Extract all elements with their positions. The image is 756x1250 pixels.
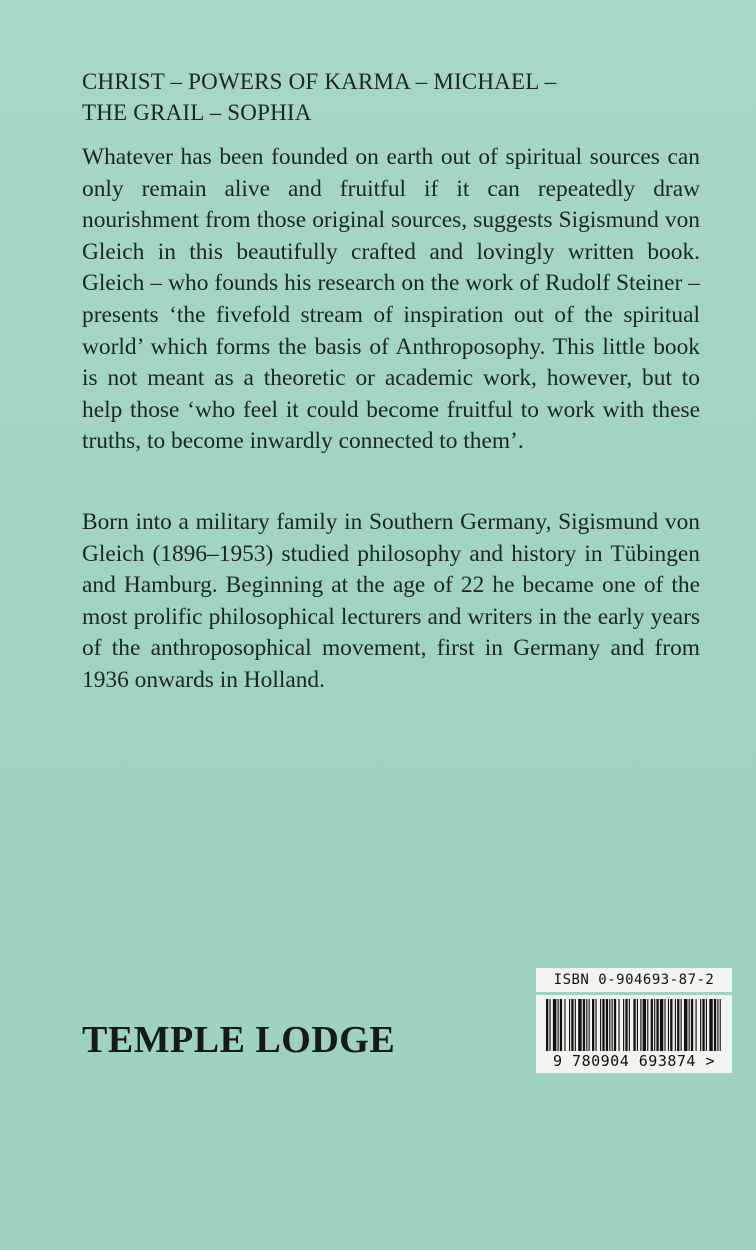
barcode-stripe bbox=[618, 999, 619, 1051]
barcode-stripe bbox=[647, 999, 648, 1051]
barcode-stripe bbox=[623, 999, 624, 1051]
barcode-stripe bbox=[696, 999, 697, 1051]
barcode-stripe bbox=[558, 999, 559, 1051]
barcode-stripe bbox=[675, 999, 676, 1051]
barcode-stripe bbox=[714, 999, 716, 1051]
publisher-name: TEMPLE LODGE bbox=[82, 1019, 396, 1061]
barcode-stripe bbox=[625, 999, 627, 1051]
barcode-stripe bbox=[668, 999, 669, 1051]
barcode-stripe bbox=[549, 999, 550, 1051]
barcode-stripe bbox=[651, 999, 653, 1051]
barcode-stripe bbox=[640, 999, 641, 1051]
isbn-label: ISBN 0-904693-87-2 bbox=[536, 968, 732, 992]
barcode-stripe bbox=[571, 999, 573, 1051]
barcode-stripe bbox=[720, 999, 721, 1051]
barcode-stripe bbox=[583, 999, 585, 1051]
barcode-stripe bbox=[595, 999, 596, 1051]
barcode-stripe bbox=[656, 999, 658, 1051]
barcode-stripe bbox=[569, 999, 570, 1051]
barcode-stripe bbox=[709, 999, 712, 1051]
headline-line-2: THE GRAIL – SOPHIA bbox=[82, 100, 312, 125]
ean-number: 9 780904 693874 > bbox=[552, 1052, 716, 1070]
barcode-stripe bbox=[706, 999, 707, 1051]
barcode-stripe bbox=[560, 999, 562, 1051]
barcode-stripe bbox=[546, 999, 548, 1051]
barcode-stripe bbox=[664, 999, 665, 1051]
barcode-stripe bbox=[717, 999, 718, 1051]
barcode-stripe bbox=[575, 999, 576, 1051]
barcode-stripe bbox=[589, 999, 590, 1051]
barcode-stripe bbox=[677, 999, 679, 1051]
headline-line-1: CHRIST – POWERS OF KARMA – MICHAEL – bbox=[82, 69, 557, 94]
barcode-stripe bbox=[629, 999, 630, 1051]
barcode-bars-icon bbox=[546, 999, 722, 1051]
barcode-stripe bbox=[660, 999, 663, 1051]
barcode-stripe bbox=[600, 999, 601, 1051]
barcode-stripe bbox=[586, 999, 587, 1051]
barcode-stripe bbox=[612, 999, 613, 1051]
barcode bbox=[536, 995, 732, 1073]
cover-headline bbox=[82, 66, 702, 128]
blurb-paragraph-1: Whatever has been founded on earth out of spiritual sources can only remain alive and fruitful if it can repeatedly draw nourishment from those original sources, suggests Sigismund von Gleich in this beautifully crafted and lovingly written book. Gleich – who founds his research on the work of Rudolf Steiner – presents ‘the fivefold stream of inspiration out of the spiritual world’ which forms the basis of Anthroposophy. This little book is not meant as a theoretic or academic work, however, but to help those ‘who feel it could become fruitful to work with these truths, to become inwardly connected to them’. bbox=[82, 144, 700, 455]
barcode-stripe bbox=[681, 999, 682, 1051]
barcode-stripe bbox=[643, 999, 646, 1051]
barcode-stripe bbox=[578, 999, 581, 1051]
barcode-stripe bbox=[564, 999, 565, 1051]
barcode-stripe bbox=[592, 999, 594, 1051]
barcode-stripe bbox=[691, 999, 693, 1051]
barcode-stripe bbox=[553, 999, 556, 1051]
barcode-stripe bbox=[684, 999, 687, 1051]
barcode-stripe bbox=[670, 999, 672, 1051]
barcode-stripe bbox=[702, 999, 704, 1051]
barcode-stripe bbox=[614, 999, 616, 1051]
barcode-stripe bbox=[689, 999, 690, 1051]
barcode-stripe bbox=[633, 999, 635, 1051]
barcode-stripe bbox=[654, 999, 655, 1051]
barcode-stripe bbox=[609, 999, 610, 1051]
barcode-stripe bbox=[606, 999, 608, 1051]
barcode-stripe bbox=[700, 999, 701, 1051]
barcode-stripe bbox=[637, 999, 638, 1051]
author-bio-paragraph: Born into a military family in Southern Germany, Sigismund von Gleich (1896–1953) studied philosophy and history in Tübingen and Hamburg. Beginning at the age of 22 he became one of the most prolific philosophical lecturers and writers in the early years of the anthroposophical movement, first in Germany and from 1936 onwards in Holland. bbox=[82, 509, 700, 693]
barcode-stripe bbox=[602, 999, 604, 1051]
